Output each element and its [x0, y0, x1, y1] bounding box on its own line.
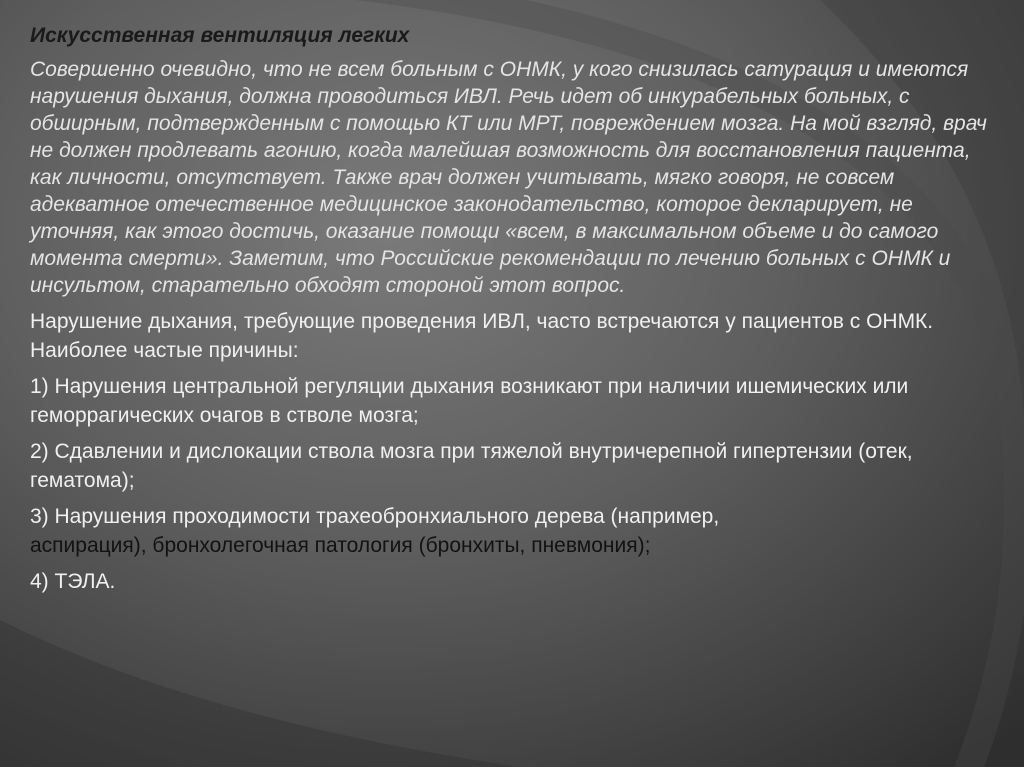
- slide-title: Искусственная вентиляция легких: [30, 24, 410, 47]
- list-item-3: [30, 502, 990, 560]
- list-item-4: 4) ТЭЛА.: [30, 570, 116, 593]
- list-item-1: 1) Нарушения центральной регуляции дыхания возникают при наличии ишемических или геморрагических очагов в стволе мозга;: [30, 375, 909, 427]
- list-item-2: 2) Сдавлении и дислокации ствола мозга при тяжелой внутричерепной гипертензии (отек, гематома);: [30, 440, 913, 492]
- intro-paragraph: Нарушение дыхания, требующие проведения ИВЛ, часто встречаются у пациентов с ОНМК. Наиболее частые причины:: [30, 310, 934, 362]
- list-item-3-part1: 3) Нарушения проходимости трахеобронхиального дерева (например,: [30, 505, 720, 528]
- italic-paragraph: Совершенно очевидно, что не всем больным с ОНМК, у кого снизилась сатурация и имеются нарушения дыхания, должна проводиться ИВЛ. Речь идет об инкурабельных больных, с обширным, подтвержденным с помощью КТ или МРТ, повреждением мозга. На мой взгляд, врач не должен продлевать агонию, когда малейшая возможность для восстановления пациента, как личности, отсутствует. Также врач должен учитывать, мягко говоря, не совсем адекватное отечественное медицинское законодательство, которое декларирует, не уточняя, как этого достичь, оказание помощи «всем, в максимальном объеме и до самого момента смерти». Заметим, что Российские рекомендации по лечению больных с ОНМК и инсультом, старательно обходят стороной этот вопрос.: [30, 58, 987, 297]
- list-item-3-part2: аспирация), бронхолегочная патология (бронхиты, пневмония);: [30, 534, 651, 557]
- slide-content: [30, 22, 990, 603]
